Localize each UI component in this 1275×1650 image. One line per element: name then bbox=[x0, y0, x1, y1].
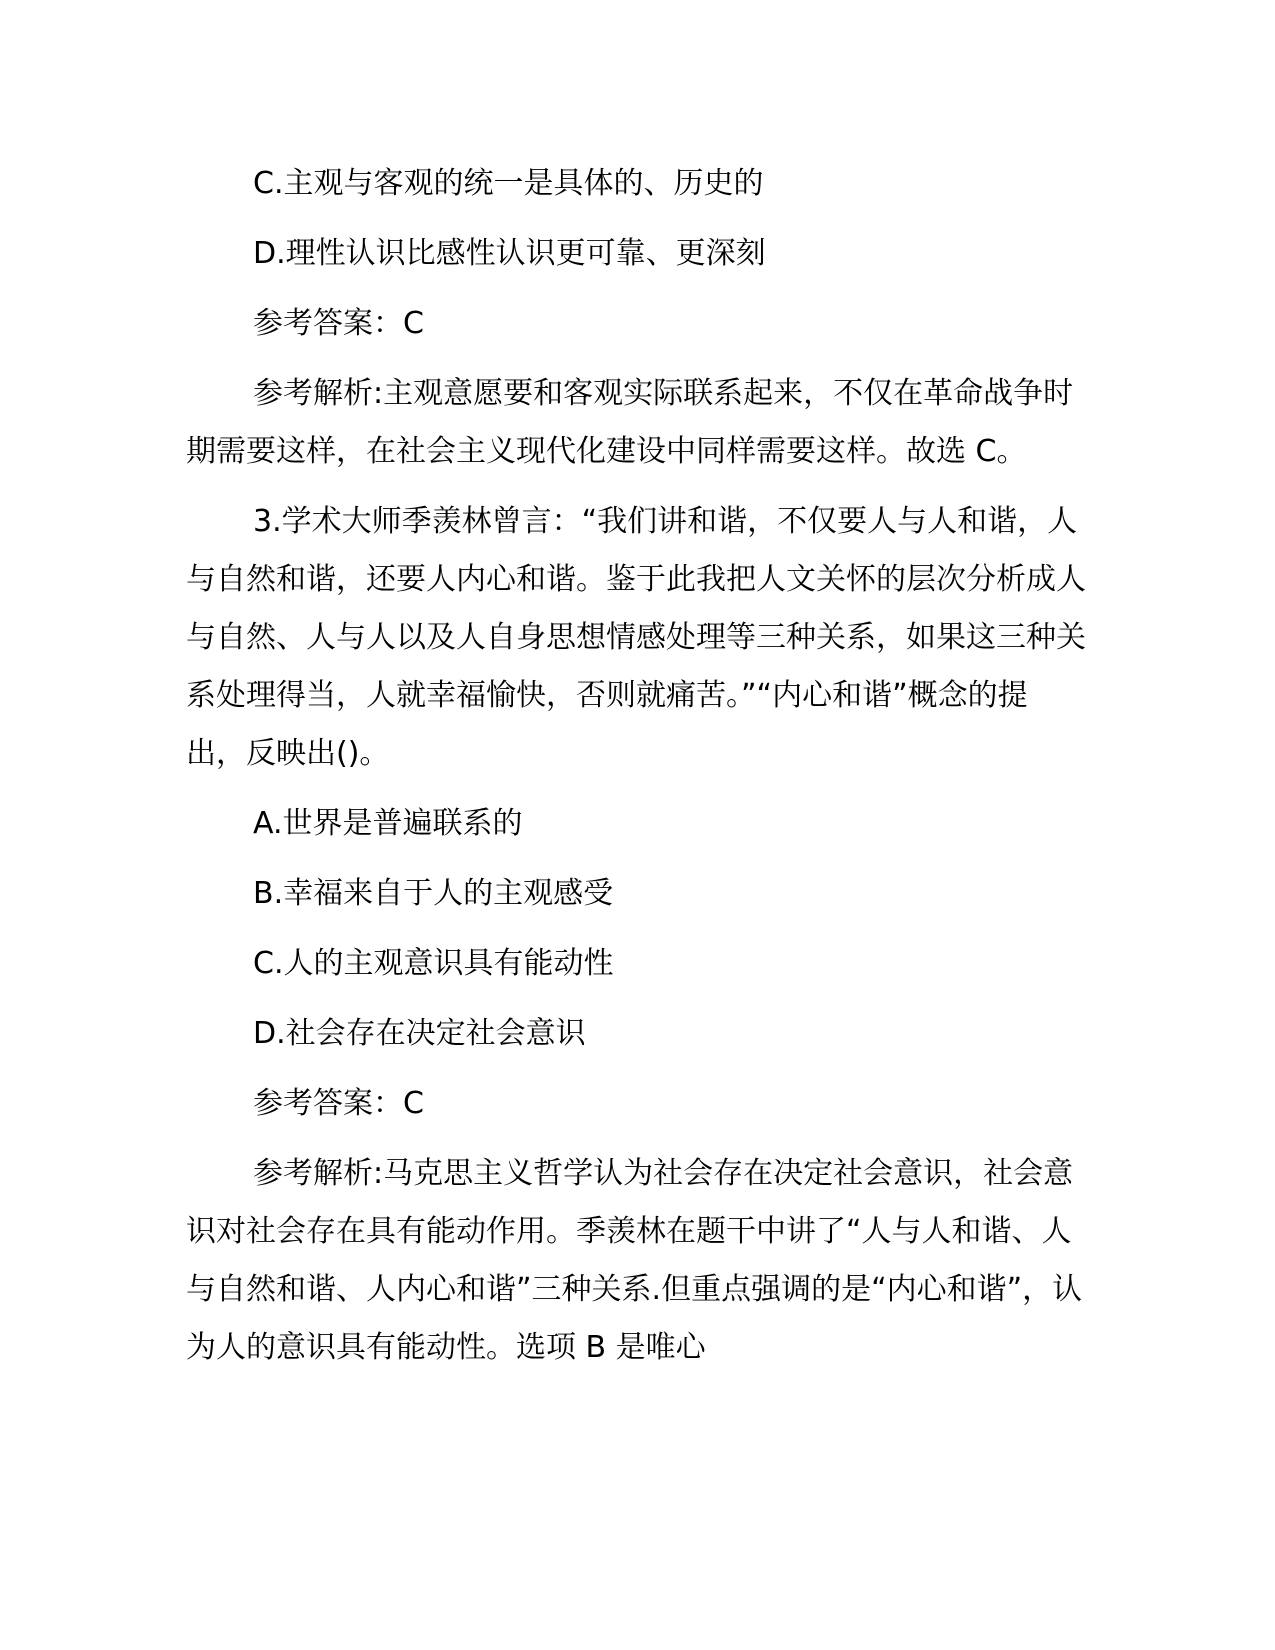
q3-option-d: D.社会存在决定社会意识 bbox=[253, 1016, 586, 1051]
q2-answer: 参考答案：C bbox=[253, 306, 424, 341]
q3-option-c: C.人的主观意识具有能动性 bbox=[253, 946, 614, 981]
q3-answer: 参考答案：C bbox=[253, 1086, 424, 1121]
q2-option-d: D.理性认识比感性认识更可靠、更深刻 bbox=[253, 236, 766, 271]
q3-stem: 3.学术大师季羡林曾言：“我们讲和谐，不仅要人与人和谐，人与自然和谐，还要人内心和谐。鉴于此我把人文关怀的层次分析成人与自然、人与人以及人自身思想情感处理等三种关系，如果这三种关系处理得当，人就幸福愉快，否则就痛苦。”“内心和谐”概念的提出，反映出()。 bbox=[186, 504, 1086, 771]
q2-option-c: C.主观与客观的统一是具体的、历史的 bbox=[253, 166, 764, 201]
q3-option-b: B.幸福来自于人的主观感受 bbox=[253, 876, 614, 911]
q3-option-a: A.世界是普遍联系的 bbox=[253, 806, 523, 841]
document-body bbox=[186, 155, 1086, 1377]
q3-analysis: 参考解析:马克思主义哲学认为社会存在决定社会意识，社会意识对社会存在具有能动作用。季羡林在题干中讲了“人与人和谐、人与自然和谐、人内心和谐”三种关系.但重点强调的是“内心和谐”，认为人的意识具有能动性。选项 B 是唯心 bbox=[186, 1156, 1083, 1365]
q2-analysis: 参考解析:主观意愿要和客观实际联系起来，不仅在革命战争时期需要这样，在社会主义现代化建设中同样需要这样。故选 C。 bbox=[186, 376, 1074, 469]
